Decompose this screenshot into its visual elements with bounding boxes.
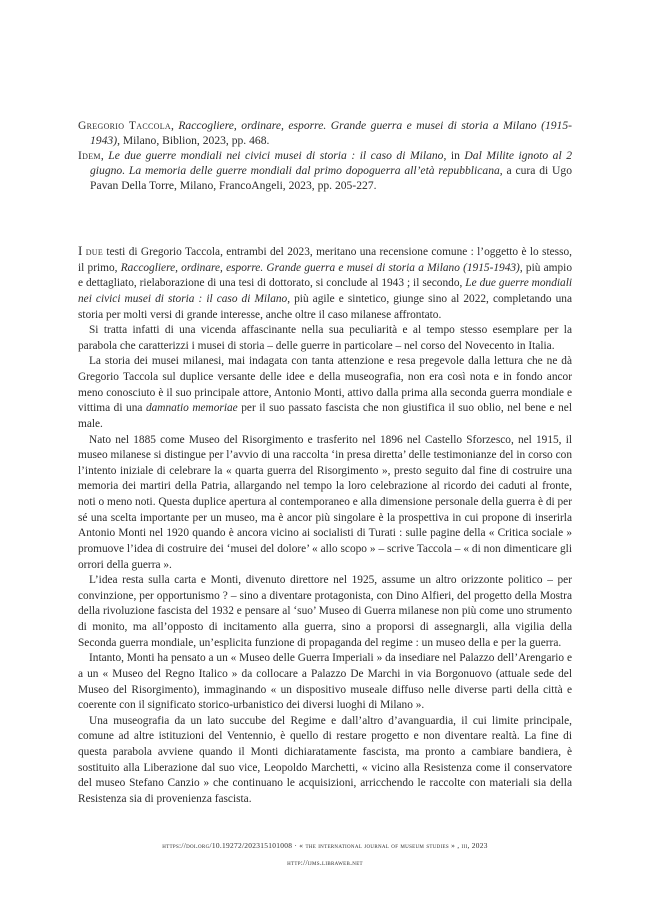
- bibliographic-references: [78, 119, 572, 194]
- reference-2-publication: , a cura di Ugo Pavan Della Torre, Milano, FrancoAngeli, 2023, pp. 205-227.: [90, 163, 573, 192]
- paragraph-1-text-a: testi di Gregorio Taccola, entrambi del 2023, meritano una recensione comune : l’oggetto è lo stesso, il primo,: [78, 246, 572, 274]
- reference-1: Gregorio Taccola, Raccogliere, ordinare, esporre. Grande guerra e musei di storia a Milano (1915-1943), Milano, Biblion, 2023, pp. 468.: [78, 119, 572, 147]
- reference-2: Idem, Le due guerre mondiali nei civici musei di storia : il caso di Milano, in Dal Milite ignoto al 2 giugno. La memoria delle guerre mondiali dal primo dopoguerra all’età repubblicana, a cura di Ugo Pavan Della Torre, Milano, FrancoAngeli, 2023, pp. 205-227.: [78, 149, 573, 192]
- paragraph-1-essay-title: Le due guerre mondiali nei civici musei di storia : il caso di Milano: [78, 277, 573, 305]
- footer-url-text: http://ijms.libraweb.net: [287, 858, 363, 867]
- reference-1-title: Raccogliere, ordinare, esporre. Grande guerra e musei di storia a Milano (1915-1943): [90, 119, 572, 147]
- reference-2-connector: , in: [443, 149, 465, 163]
- initial-smallcaps: due: [85, 246, 104, 258]
- footer-doi-text: https://doi.org/10.19272/202315101008 · « the international journal of museum studies » , iii, 2023: [162, 841, 488, 850]
- paragraph-4: Nato nel 1885 come Museo del Risorgimento e trasferito nel 1896 nel Castello Sforzesco, nel 1915, il museo milanese si distingue per l’avvio di una raccolta ‘in presa diretta’ delle testimonianze del in corso con l’intento iniziale di celebrare la « quarta guerra del Risorgimento », presto seguito dal fine di costruire una memoria dei martiri della Patria, allargando nel tempo la loro celebrazione al ricordo dei caduti al fronte, noti o meno noti. Questa duplice apertura al contemporaneo e alla dimensione personale della guerra è di per sé una scelta importante per un museo, ma è ancor più singolare è la prospettiva in cui propone di inserirla Antonio Monti nel 1920 quando è ancora vicino ai socialisti di Turati : sulle pagine della « Critica sociale » promuove l’idea di costruire dei ‘musei del dolore’ « allo scopo » – scrive Taccola – « di non dimenticare gli orrori della guerra ».: [78, 433, 572, 571]
- paragraph-6: Intanto, Monti ha pensato a un « Museo delle Guerra Imperiali » da insediare nel Palazzo dell’Arengario e a un « Museo del Regno Italico » da collocare a Palazzo De Marchi in via Borgonuovo (attuale sede del Museo del Risorgimento), immaginando « un dispositivo museale diffuso nelle diverse parti della città e coerente con il significato storico-urbanistico dei diversi luoghi di Milano ».: [78, 652, 572, 712]
- paragraph-3-text-a: La storia dei musei milanesi, mai indagata con tanta attenzione e resa pregevole dalla lettura che ne dà Gregorio Taccola sul duplice versante delle idee e della museografia, non era così nota e in fondo ancor meno conosciuto è il suo principale attore, Antonio Monti, attivo dalla prima alla seconda guerra mondiale e vittima di una: [78, 355, 572, 415]
- paragraph-3: [78, 354, 572, 432]
- paragraph-5: L’idea resta sulla carta e Monti, divenuto direttore nel 1925, assume un altro orizzonte politico – per convinzione, per opportunismo ? – sino a diventare protagonista, con Dino Alfieri, del progetto della Mostra della rivoluzione fascista del 1932 e pensare al ‘suo’ Museo di Guerra milanese non più come uno strumento di monito, ma all’opposto di incitamento alla guerra, sino a proporsi di assegnargli, alla vigilia della Seconda guerra mondiale, un’esplicita funzione di propaganda del regime : un museo della e per la guerra.: [78, 574, 572, 649]
- reference-2-book-title: Dal Milite ignoto al 2 giugno. La memoria delle guerre mondiali dal primo dopoguerra all’età repubblicana: [90, 149, 573, 177]
- reference-1-author: Gregorio Taccola: [78, 119, 171, 132]
- paragraph-7: Una museografia da un lato succube del Regime e dall’altro d’avanguardia, il cui limite principale, comune ad altre istituzioni del Ventennio, è quello di restare progetto e non diventare realtà. La fine di questa parabola avviene quando il Monti dichiaratamente fascista, ma pronto a cambiare bandiera, è sostituito alla Liberazione dal suo vice, Leopoldo Marchetti, « vicino alla Resistenza come il conservatore del museo Stefano Canzio » che continuano le acquisizioni, arricchendo le raccolte con materiali sia della Resistenza sia di provenienza fascista.: [78, 714, 572, 805]
- reference-1-publication: , Milano, Biblion, 2023, pp. 468.: [117, 133, 270, 147]
- paragraph-3-latin-term: damnatio memoriae: [145, 402, 238, 415]
- paragraph-3-text-c: per il suo passato fascista che non giustifica il suo oblio, nel bene e nel male.: [78, 402, 572, 430]
- paragraph-1-text-c: , più ampio e dettagliato, rielaborazione di una tesi di dottorato, si conclude al 1943 ; il secondo,: [78, 261, 572, 290]
- reference-2-title: Le due guerre mondiali nei civici musei di storia : il caso di Milano: [108, 149, 444, 163]
- paragraph-1: [78, 243, 572, 323]
- review-body: [78, 243, 572, 808]
- paragraph-1-text-e: , più agile e sintetico, giunge sino al 2022, completando una storia per molti versi di grande interesse, anche oltre il caso milanese affrontato.: [78, 292, 572, 321]
- footer-url-line: [0, 858, 650, 867]
- reference-2-author: Idem: [78, 149, 101, 163]
- footer-doi-line: [0, 841, 650, 850]
- paragraph-1-book-title: Raccogliere, ordinare, esporre. Grande guerra e musei di storia a Milano (1915-1943): [120, 261, 520, 274]
- paragraph-2: Si tratta infatti di una vicenda affascinante nella sua peculiarità e al tempo stesso esemplare per la parabola che caratterizzi i musei di storia – delle guerre in particolare – nel corso del Novecento in Italia.: [78, 324, 572, 352]
- initial-letter: I: [78, 243, 83, 258]
